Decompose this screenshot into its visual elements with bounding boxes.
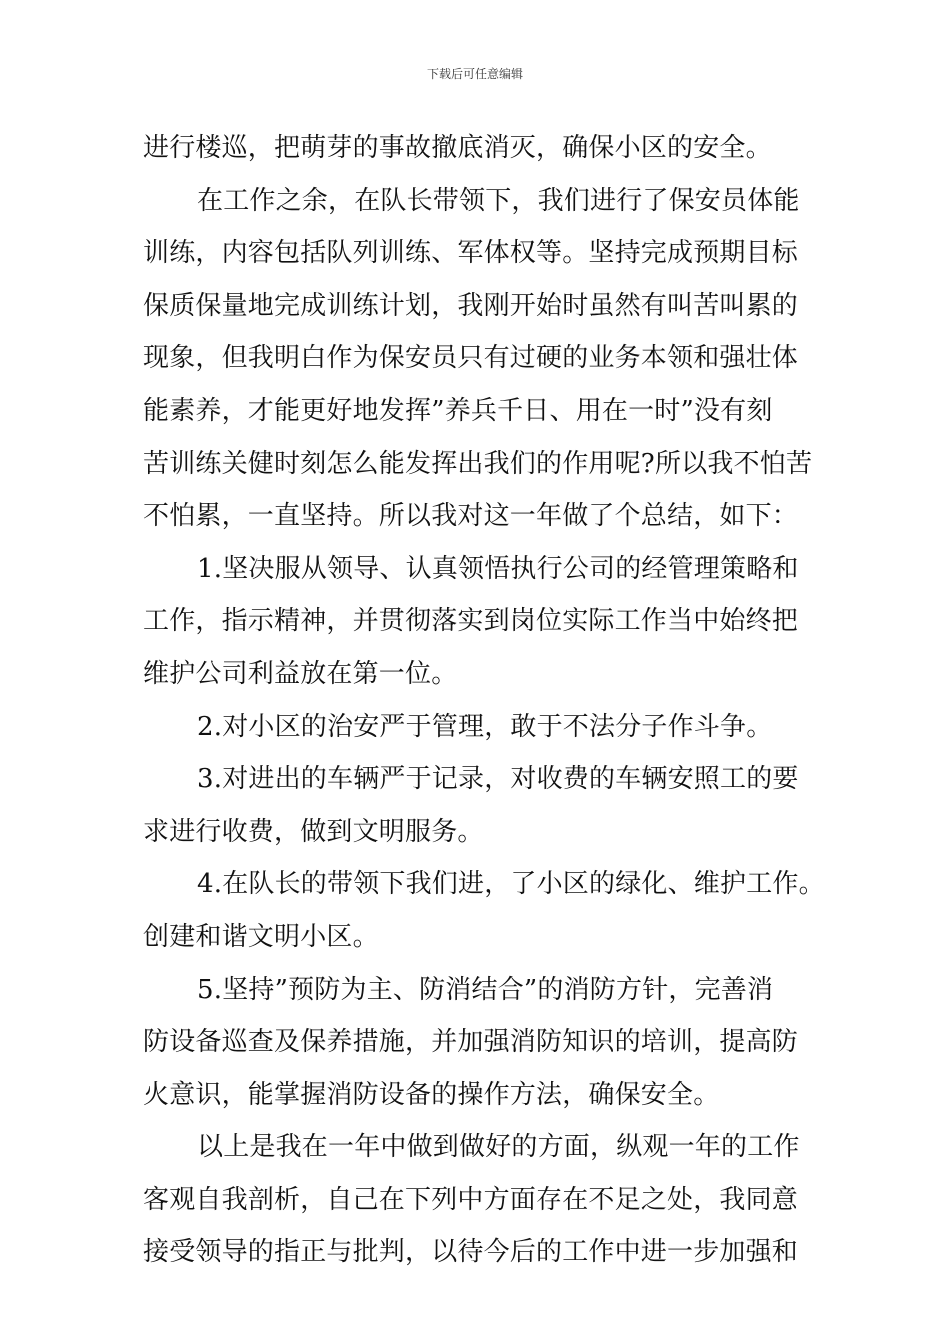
- text-line: 维护公司利益放在第一位。: [143, 658, 458, 689]
- text-line: 进行楼巡，把萌芽的事故撤底消灭，确保小区的安全。: [143, 133, 772, 163]
- text-line: 苦训练关健时刻怎么能发挥出我们的作用呢?所以我不怕苦: [143, 448, 813, 479]
- list-item-1-first-line: 1.坚决服从领导、认真领悟执行公司的经管理策略和: [197, 553, 799, 584]
- text-line: 能素养，才能更好地发挥”养兵千日、用在一时”没有刻: [143, 395, 773, 426]
- paragraph-first-line: 在工作之余，在队长带领下，我们进行了保安员体能: [197, 185, 800, 216]
- list-item-4-first-line: 4.在队长的带领下我们进，了小区的绿化、维护工作。: [197, 869, 825, 900]
- text-line: 客观自我剖析，自己在下列中方面存在不足之处，我同意: [143, 1184, 799, 1215]
- text-line: 火意识，能掌握消防设备的操作方法，确保安全。: [143, 1079, 720, 1110]
- text-line: 不怕累，一直坚持。所以我对这一年做了个总结，如下：: [143, 501, 799, 532]
- document-body: [143, 128, 825, 1285]
- paragraph-first-line: 以上是我在一年中做到做好的方面，纵观一年的工作: [197, 1132, 800, 1163]
- text-line: 防设备巡查及保养措施，并加强消防知识的培训，提高防: [143, 1027, 799, 1058]
- text-line: 工作，指示精神，并贯彻落实到岗位实际工作当中始终把: [143, 606, 799, 637]
- list-item-3-first-line: 3.对进出的车辆严于记录，对收费的车辆安照工的要: [197, 764, 799, 795]
- page-header: 下载后可任意编辑: [426, 67, 523, 81]
- text-line: 现象，但我明白作为保安员只有过硬的业务本领和强壮体: [143, 343, 799, 374]
- list-item-5-first-line: 5.坚持”预防为主、防消结合”的消防方针，完善消: [197, 974, 774, 1005]
- text-line: 训练，内容包括队列训练、军体权等。坚持完成预期目标: [143, 238, 799, 269]
- text-line: 保质保量地完成训练计划，我刚开始时虽然有叫苦叫累的: [143, 290, 799, 321]
- text-line: 创建和谐文明小区。: [143, 921, 379, 952]
- text-line: 求进行收费，做到文明服务。: [143, 816, 484, 847]
- text-line: 接受领导的指正与批判，以待今后的工作中进一步加强和: [143, 1237, 799, 1268]
- list-item-2: 2.对小区的治安严于管理，敢于不法分子作斗争。: [197, 711, 773, 742]
